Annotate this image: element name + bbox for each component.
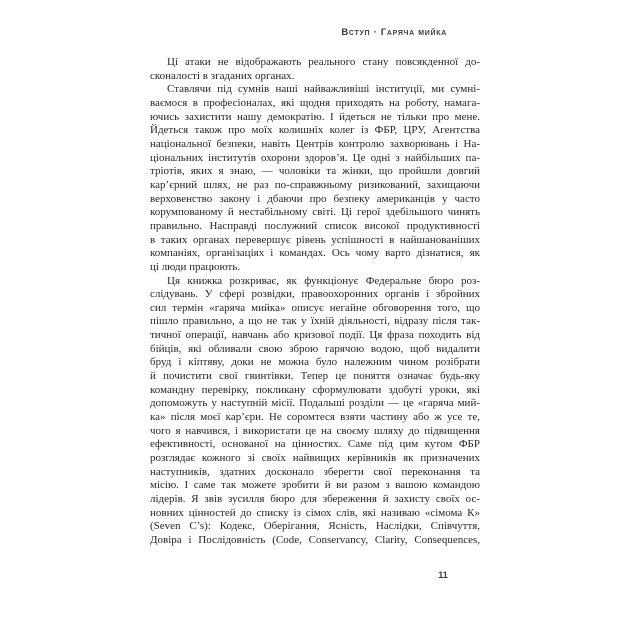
text-line: допоможуть у наступній місії. Подальші розділи — це «гаряча мий-: [150, 397, 480, 410]
page-number: 11: [438, 570, 448, 580]
text-line: пішло правильно, а що не так у їхній діяльності, відразу після так-: [150, 315, 480, 328]
paragraph: [150, 56, 480, 83]
text-line: Ставлячи під сумнів наші найважливіші інституції, ми сумні-: [167, 83, 480, 96]
text-line: ючись захистити нашу демократію. І йдеться не тільки про мене.: [150, 110, 480, 123]
paragraph: [150, 275, 480, 548]
text-line: слідувань. У сфері розвідки, правоохоронних органів і збройних: [150, 288, 480, 301]
text-line: кар’єрний шлях, не раз по-справжньому ризикований, захищаючи: [150, 178, 480, 191]
text-line: розглядає кожного зі своїх найвищих керівників як призначених: [150, 452, 480, 465]
text-line: правильно. Насправді послужний список високої продуктивності: [150, 219, 480, 232]
text-line: ці люди працюють.: [150, 260, 241, 273]
text-line: Йдеться також про моїх колишніх колег із ФБР, ЦРУ, Агентства: [150, 124, 480, 137]
text-line: сил термін «гаряча мийка» описує негайне обговорення того, що: [150, 301, 480, 314]
text-line: ка» після моєї кар’єри. Не соромтеся взяти частину або ж усе те,: [150, 411, 480, 424]
body-text: [150, 56, 480, 548]
paragraph: [150, 83, 480, 274]
text-line: верховенство закону і дбаючи про безпеку американців у часто: [150, 192, 480, 205]
text-line: національної безпеки, навіть Центрів контролю захворювань і На-: [150, 137, 480, 150]
text-line: місію. І саме так можете зробити й ви разом з вашою командою: [150, 479, 480, 492]
text-line: сконалості в згаданих органах.: [150, 69, 295, 82]
text-line: в таких органах перевершує рівень успішності в найшанованіших: [150, 233, 480, 246]
text-line: Ці атаки не відображають реального стану повсякденної до-: [167, 56, 480, 68]
text-line: ваємося в професіоналах, які щодня приходять на роботу, намага-: [150, 96, 480, 109]
text-line: ціональних інститутів охорони здоров’я. Це одні з найбільших па-: [150, 151, 480, 164]
running-head: Вступ · Гаряча мийка: [341, 27, 447, 38]
text-line: Ця книжка розкриває, як функціонує Федеральне бюро роз-: [167, 274, 480, 287]
text-line: Довіра і Послідовність (Code, Conservancy, Clarity, Consequences,: [150, 533, 480, 546]
text-line: бійців, які обливали свою зброю гарячою водою, щоб видалити: [150, 342, 480, 355]
text-line: чого я навчився, і використати це на своєму шляху до підвищення: [150, 424, 480, 437]
text-line: компаніях, організаціях і командах. Ось чому варто дізнатися, як: [150, 247, 480, 260]
text-line: командну перевірку, покликану сформулювати здобуті уроки, які: [150, 383, 480, 396]
text-line: (Seven C’s): Кодекс, Оберігання, Ясність, Наслідки, Співчуття,: [150, 520, 480, 533]
text-line: й почистити свої гвинтівки. Тепер це поняття означає будь-яку: [150, 370, 480, 383]
text-line: наступників, здатних досконало зберегти свої переконання та: [150, 465, 480, 478]
text-line: тріотів, яких я знаю, — чоловіки та жінки, що пройшли довгий: [150, 165, 480, 178]
text-line: бруд і кіптяву, доки не можна було належним чином розібрати: [150, 356, 480, 369]
text-line: корумпованому й нестабільному світі. Ці герої здебільшого чинять: [150, 206, 480, 219]
text-line: лідерів. Я звів зусилля бюро для збереження й захисту своїх ос-: [150, 493, 480, 505]
text-line: ефективності, основаної на цінностях. Саме під цим кутом ФБР: [150, 438, 480, 451]
text-line: тичної операції, навчань або кризової події. Ця фраза походить від: [150, 329, 480, 342]
text-line: новних цінностей до списку із сімох слів, які називаю «сімома К»: [150, 506, 480, 519]
